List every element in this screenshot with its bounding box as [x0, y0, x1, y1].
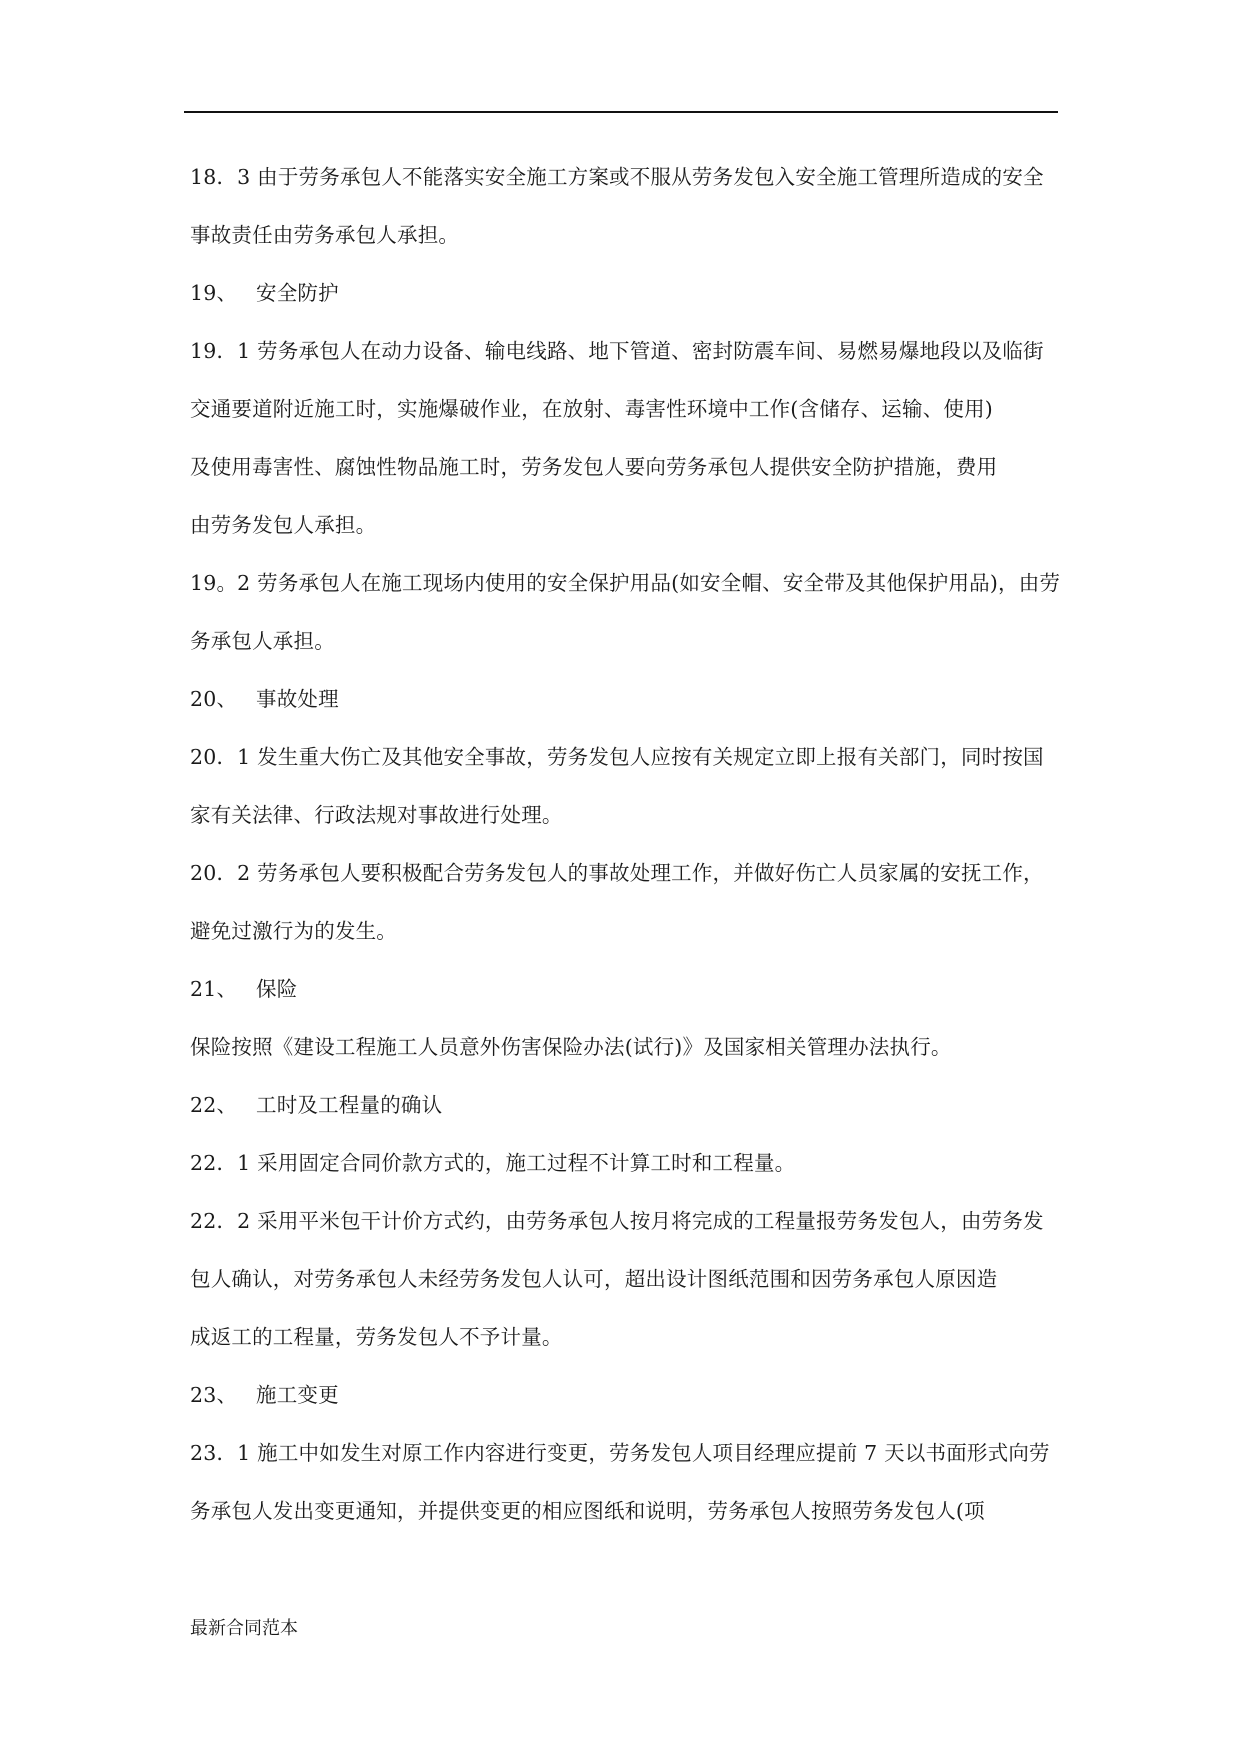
- clause-19-2-line-2: 务承包人承担。: [190, 629, 335, 653]
- clause-22-2-line-3: 成返工的工程量，劳务发包人不予计量。: [190, 1325, 563, 1349]
- clause-19-1-line-1: 19．1 劳务承包人在动力设备、输电线路、地下管道、密封防震车间、易燃易爆地段以及临街: [190, 339, 1044, 363]
- section-19-heading: [190, 279, 339, 307]
- clause-20-1-line-2: 家有关法律、行政法规对事故进行处理。: [190, 803, 563, 827]
- header-rule: [184, 111, 1058, 113]
- section-20-title: 事故处理: [256, 687, 339, 711]
- clause-20-2-line-1: 20．2 劳务承包人要积极配合劳务发包人的事故处理工作，并做好伤亡人员家属的安抚工作，: [190, 861, 1044, 885]
- clause-23-1-line-1: 23．1 施工中如发生对原工作内容进行变更，劳务发包人项目经理应提前 7 天以书面形式向劳: [190, 1441, 1050, 1465]
- clause-19-1-line-3: 及使用毒害性、腐蚀性物品施工时，劳务发包人要向劳务承包人提供安全防护措施，费用: [190, 455, 998, 479]
- section-19-title: 安全防护: [256, 281, 339, 305]
- clause-20-2-line-2: 避免过激行为的发生。: [190, 919, 397, 943]
- clause-19-2-line-1: 19。2 劳务承包人在施工现场内使用的安全保护用品(如安全帽、安全带及其他保护用品)，由劳: [190, 571, 1061, 595]
- clause-19-1-line-4: 由劳务发包人承担。: [190, 513, 377, 537]
- clause-22-1-line-1: 22．1 采用固定合同价款方式的，施工过程不计算工时和工程量。: [190, 1151, 796, 1175]
- section-19-number: 19、: [190, 281, 238, 305]
- section-20-heading: [190, 685, 339, 713]
- section-21-number: 21、: [190, 977, 238, 1001]
- section-23-number: 23、: [190, 1383, 238, 1407]
- section-22-number: 22、: [190, 1093, 238, 1117]
- clause-20-1-line-1: 20．1 发生重大伤亡及其他安全事故，劳务发包人应按有关规定立即上报有关部门，同时按国: [190, 745, 1044, 769]
- section-20-number: 20、: [190, 687, 238, 711]
- section-22-heading: [190, 1091, 442, 1119]
- clause-18-3-line-1: 18．3 由于劳务承包人不能落实安全施工方案或不服从劳务发包入安全施工管理所造成的安全: [190, 165, 1044, 189]
- section-23-title: 施工变更: [256, 1383, 339, 1407]
- section-21-heading: [190, 975, 297, 1003]
- clause-23-1-line-2: 务承包人发出变更通知，并提供变更的相应图纸和说明，劳务承包人按照劳务发包人(项: [190, 1499, 985, 1523]
- clause-22-2-line-1: 22．2 采用平米包干计价方式约，由劳务承包人按月将完成的工程量报劳务发包人，由劳务发: [190, 1209, 1044, 1233]
- clause-22-2-line-2: 包人确认，对劳务承包人未经劳务发包人认可，超出设计图纸范围和因劳务承包人原因造: [190, 1267, 998, 1291]
- section-23-heading: [190, 1381, 339, 1409]
- page-footer: 最新合同范本: [190, 1618, 298, 1639]
- section-21-title: 保险: [256, 977, 298, 1001]
- clause-18-3-line-2: 事故责任由劳务承包人承担。: [190, 223, 460, 247]
- section-22-title: 工时及工程量的确认: [256, 1093, 443, 1117]
- clause-21-text: 保险按照《建设工程施工人员意外伤害保险办法(试行)》及国家相关管理办法执行。: [190, 1035, 952, 1059]
- clause-19-1-line-2: 交通要道附近施工时，实施爆破作业，在放射、毒害性环境中工作(含储存、运输、使用): [190, 397, 993, 421]
